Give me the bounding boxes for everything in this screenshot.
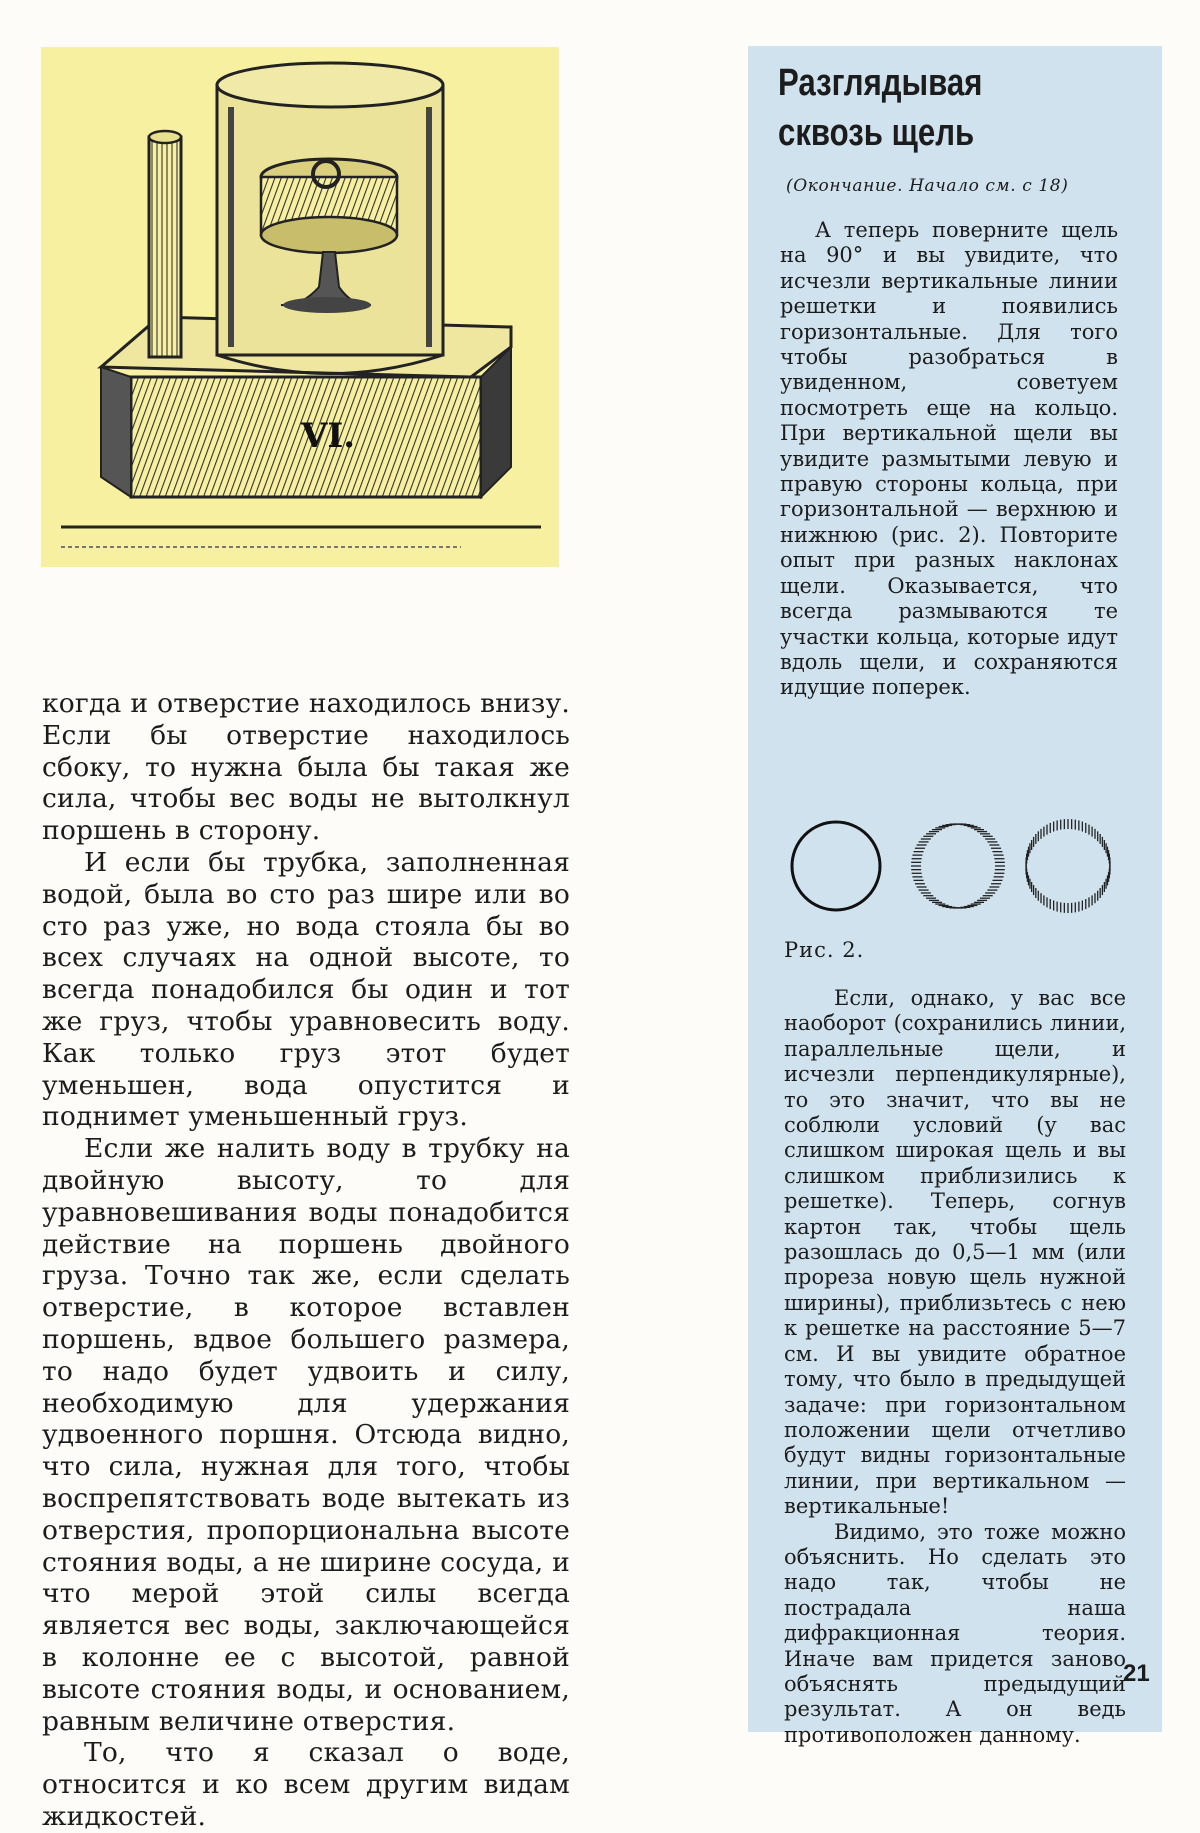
ring-figure bbox=[768, 811, 1148, 921]
illustration-label: VI. bbox=[301, 416, 356, 456]
ring-sharp bbox=[792, 822, 880, 910]
sidebar-body-2 bbox=[784, 986, 1126, 1748]
sidebar-article bbox=[748, 46, 1162, 1747]
title-line: сквозь щель bbox=[778, 112, 975, 154]
paragraph: Если, однако, у вас все наоборот (сохранились линии, параллельные щели, и исчезли перпендикулярные), то это значит, что вы не соблюли условий (у вас слишком широкая щель и вы слишком приблизились к решетке). Теперь, согнув картон так, чтобы щель разошлась до 0,5—1 мм (или прореза новую щель нужной ширины), приблизьтесь с нею к решетке на расстояние 5—7 см. И вы увидите обратное тому, что было в предыдущей задаче: при горизонтальном положении щели отчетливо будут видны горизонтальные линии, при вертикальном — вертикальные! bbox=[784, 986, 1126, 1519]
vessel-engraving bbox=[41, 47, 559, 567]
page-number: 21 bbox=[1123, 1660, 1150, 1687]
paragraph: То, что я сказал о воде, относится и ко всем другим видам жидкостей. bbox=[42, 1737, 570, 1832]
vessel-illustration bbox=[41, 47, 559, 567]
block-side bbox=[101, 367, 131, 497]
paragraph: Если же налить воду в трубку на двойную высоту, то для уравновешивания воды понадобится действие на поршень двойного груза. Точно так же, если сделать отверстие, в которое вставлен поршень, вдвое большего размера, то надо будет удвоить и силу, необходимую для удержания удвоенного поршня. Отсюда видно, что сила, нужная для того, чтобы воспрепятствовать воде вытекать из отверстия, пропорциональна высоте стояния воды, а не ширине сосуда, и что мерой этой силы всегда является вес воды, заключающейся в колонне ее с высотой, равной высоте стояния воды, и основанием, равным величине отверстия. bbox=[42, 1133, 570, 1737]
paragraph: А теперь поверните щель на 90° и вы увидите, что исчезли вертикальные линии решетки и появились горизонтальные. Для того чтобы разобраться в увиденном, советуем посмотреть еще на кольцо. При вертикальной щели вы увидите размытыми левую и правую стороны кольца, при горизонтальной — верхнюю и нижнюю (рис. 2). Повторите опыт при разных наклонах щели. Оказывается, что всегда размываются те участки кольца, которые идут вдоль щели, и сохраняются идущие поперек. bbox=[780, 218, 1118, 700]
sidebar-title bbox=[778, 58, 982, 158]
paragraph: когда и отверстие находилось внизу. Если бы отверстие находилось сбоку, то нужна была бы такая же сила, чтобы вес воды не вытолкнул поршень в сторону. bbox=[42, 688, 570, 847]
left-column-text bbox=[42, 688, 570, 1833]
title-line: Разглядывая bbox=[778, 62, 983, 104]
paragraph: И если бы трубка, заполненная водой, была во сто раз шире или во сто раз уже, но вода стояла бы во всех случаях на одной высоте, то всегда понадобился бы один и тот же груз, чтобы уравновесить воду. Как только груз этот будет уменьшен, вода опустится и поднимет уменьшенный груз. bbox=[42, 846, 570, 1133]
sidebar-subtitle: (Окончание. Начало см. с 18) bbox=[786, 176, 1069, 196]
ring-horizontal-blur bbox=[911, 824, 1005, 908]
paragraph: Видимо, это тоже можно объяснить. Но сделать это надо так, чтобы не пострадала наша дифракционная теория. Иначе вам придется заново объяснять предыдущий результат. А он ведь противоположен данному. bbox=[784, 1519, 1126, 1747]
ring-vertical-blur bbox=[1026, 819, 1110, 913]
sidebar-body-1 bbox=[780, 218, 1118, 701]
vertical-tube bbox=[149, 137, 181, 357]
figure-caption: Рис. 2. bbox=[784, 938, 865, 962]
